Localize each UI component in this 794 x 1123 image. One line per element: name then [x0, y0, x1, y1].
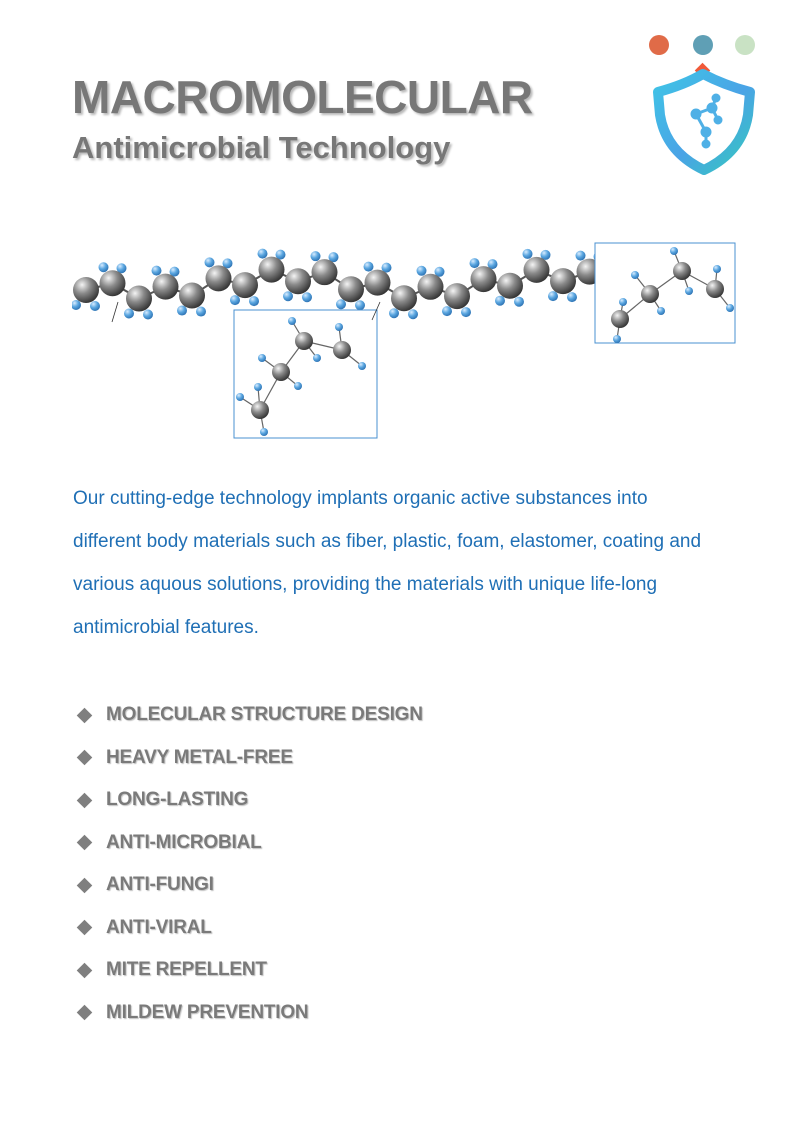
description-paragraph: Our cutting-edge technology implants organic active substances into different body materials such as fiber, plastic, foam, elastomer, coating and various aquous solutions, providing the materials with unique life-long antimicrobial features. [73, 488, 702, 638]
hydrogen-atom [72, 300, 81, 310]
feature-list [76, 694, 423, 1034]
diamond-bullet-icon [77, 1005, 93, 1021]
hydrogen-atom [99, 262, 109, 272]
feature-label: LONG-LASTING [106, 789, 249, 811]
carbon-atom [611, 310, 629, 328]
hydrogen-atom [670, 247, 678, 255]
carbon-atom [418, 274, 444, 300]
hydrogen-atom [631, 271, 639, 279]
hydrogen-atom [336, 299, 346, 309]
carbon-atom [206, 265, 232, 291]
zoom-pointer-line [112, 302, 118, 322]
logo-dot-teal [693, 35, 713, 55]
hydrogen-atom [417, 266, 427, 276]
feature-item [76, 949, 423, 992]
feature-item [76, 779, 423, 822]
carbon-atom [259, 257, 285, 283]
carbon-atom [524, 257, 550, 283]
hydrogen-atom [358, 362, 366, 370]
polymer-chain [72, 249, 604, 320]
hydrogen-atom [495, 296, 505, 306]
carbon-atom [444, 283, 470, 309]
logo-molecule-mark [692, 95, 721, 147]
hydrogen-atom [335, 323, 343, 331]
carbon-atom [126, 286, 152, 312]
hydrogen-atom [567, 292, 577, 302]
diamond-bullet-icon [77, 962, 93, 978]
diamond-bullet-icon [77, 750, 93, 766]
hydrogen-atom [249, 296, 259, 306]
logo-dot-green [735, 35, 755, 55]
hydrogen-atom [124, 309, 134, 319]
hydrogen-atom [514, 297, 524, 307]
feature-label: MILDEW PREVENTION [106, 1001, 309, 1023]
feature-item [76, 907, 423, 950]
feature-label: HEAVY METAL-FREE [106, 746, 293, 768]
carbon-atom [471, 266, 497, 292]
diamond-bullet-icon [77, 792, 93, 808]
hydrogen-atom [152, 266, 162, 276]
hydrogen-atom [355, 300, 365, 310]
carbon-atom [272, 363, 290, 381]
hydrogen-atom [548, 291, 558, 301]
page-title: MACROMOLECULAR [72, 71, 533, 123]
hydrogen-atom [205, 257, 215, 267]
hydrogen-atom [294, 382, 302, 390]
feature-item [76, 864, 423, 907]
feature-item [76, 992, 423, 1035]
hydrogen-atom [258, 354, 266, 362]
hydrogen-atom [713, 265, 721, 273]
hydrogen-atom [90, 301, 100, 311]
carbon-atom [365, 270, 391, 296]
logo-dot-orange [649, 35, 669, 55]
carbon-atom [73, 277, 99, 303]
hydrogen-atom [143, 310, 153, 320]
carbon-atom [232, 272, 258, 298]
carbon-atom [550, 268, 576, 294]
hydrogen-atom [260, 428, 268, 436]
feature-label: MOLECULAR STRUCTURE DESIGN [106, 704, 423, 726]
hydrogen-atom [408, 309, 418, 319]
feature-label: ANTI-VIRAL [106, 916, 212, 938]
hydrogen-atom [236, 393, 244, 401]
hydrogen-atom [364, 262, 374, 272]
logo-shield [658, 74, 750, 170]
feature-item [76, 822, 423, 865]
shield-logo-icon [640, 30, 770, 175]
hydrogen-atom [685, 287, 693, 295]
carbon-atom [338, 276, 364, 302]
carbon-atom [312, 259, 338, 285]
hydrogen-atom [389, 308, 399, 318]
hydrogen-atom [470, 258, 480, 268]
hydrogen-atom [613, 335, 621, 343]
zoom-box-center [234, 310, 377, 438]
polymer-chain-molecule-illustration [72, 240, 742, 445]
carbon-atom [251, 401, 269, 419]
hydrogen-atom [177, 306, 187, 316]
hydrogen-atom [302, 292, 312, 302]
hydrogen-atom [254, 383, 262, 391]
hydrogen-atom [576, 251, 586, 261]
hydrogen-atom [442, 306, 452, 316]
feature-item [76, 694, 423, 737]
diamond-bullet-icon [77, 835, 93, 851]
diamond-bullet-icon [77, 707, 93, 723]
carbon-atom [391, 285, 417, 311]
feature-label: MITE REPELLENT [106, 959, 267, 981]
hydrogen-atom [619, 298, 627, 306]
hydrogen-atom [313, 354, 321, 362]
hydrogen-atom [283, 291, 293, 301]
diamond-bullet-icon [77, 920, 93, 936]
feature-label: ANTI-MICROBIAL [106, 831, 262, 853]
hydrogen-atom [258, 249, 268, 259]
carbon-atom [285, 268, 311, 294]
hydrogen-atom [288, 317, 296, 325]
page-subtitle: Antimicrobial Technology [72, 130, 451, 165]
carbon-atom [497, 273, 523, 299]
carbon-atom [706, 280, 724, 298]
carbon-atom [641, 285, 659, 303]
carbon-atom [673, 262, 691, 280]
carbon-atom [295, 332, 313, 350]
hydrogen-atom [657, 307, 665, 315]
carbon-atom [179, 283, 205, 309]
carbon-atom [333, 341, 351, 359]
hydrogen-atom [461, 307, 471, 317]
hydrogen-atom [230, 295, 240, 305]
hydrogen-atom [196, 307, 206, 317]
carbon-atom [153, 274, 179, 300]
hydrogen-atom [523, 249, 533, 259]
carbon-atom [100, 270, 126, 296]
feature-label: ANTI-FUNGI [106, 874, 214, 896]
diamond-bullet-icon [77, 877, 93, 893]
hydrogen-atom [311, 251, 321, 261]
hydrogen-atom [726, 304, 734, 312]
feature-item [76, 737, 423, 780]
